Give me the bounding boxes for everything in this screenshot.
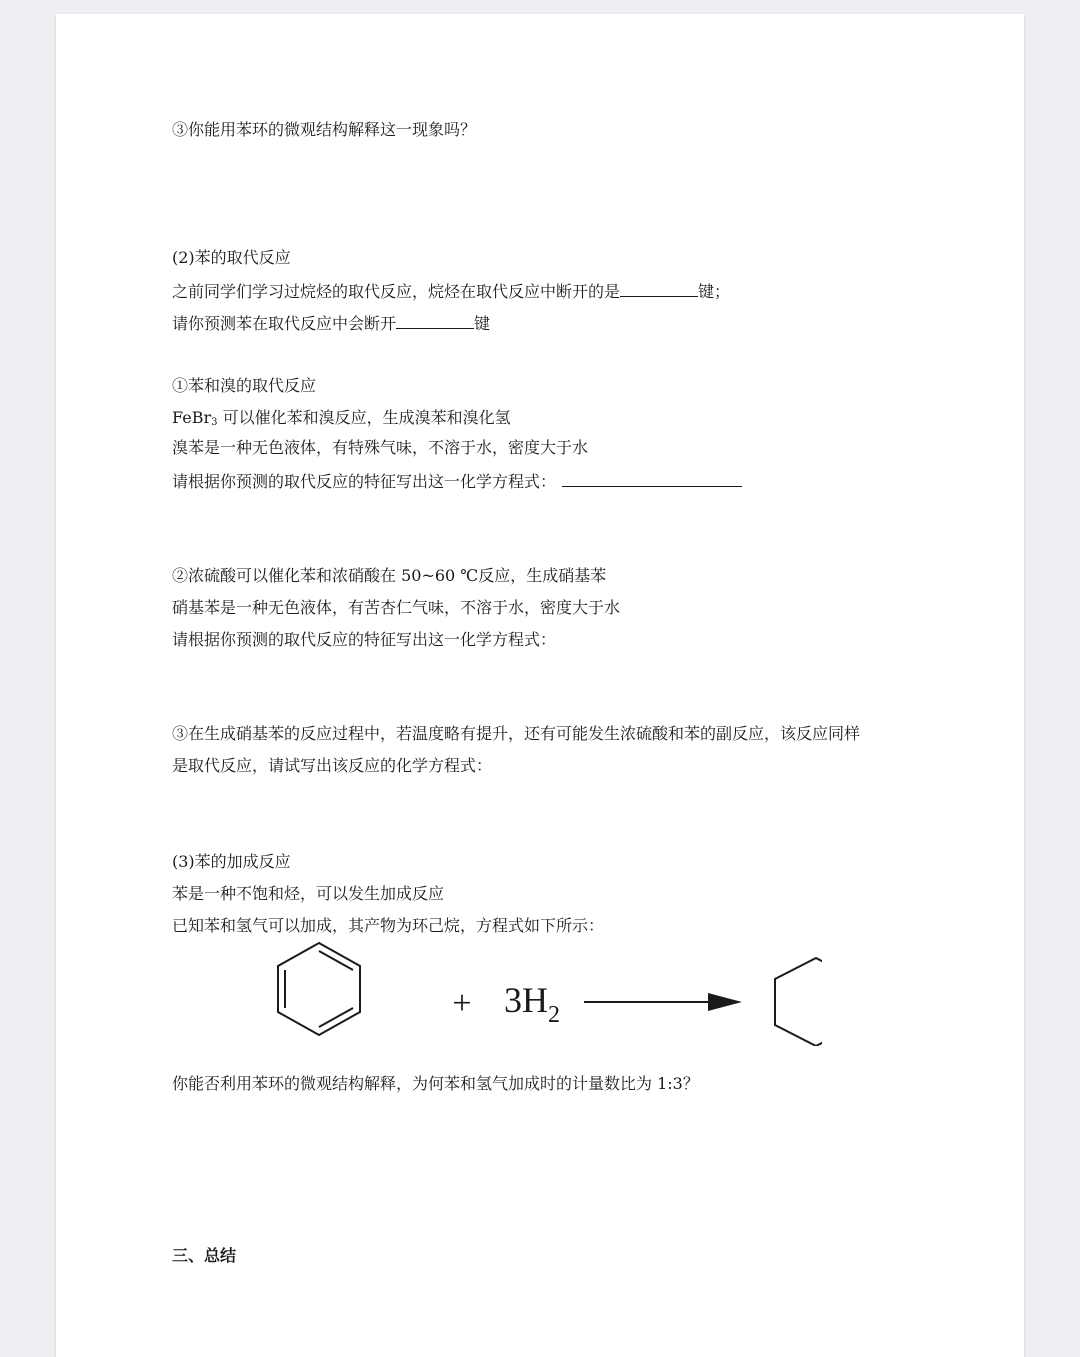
prompt-text: 请根据你预测的取代反应的特征写出这一化学方程式： — [172, 472, 557, 491]
answer-blank[interactable] — [620, 280, 698, 297]
section-substitution-heading: (2)苯的取代反应 — [172, 248, 291, 267]
worksheet-page — [56, 14, 1024, 1357]
addition-intro: 苯是一种不饱和烃，可以发生加成反应 — [172, 884, 445, 903]
catalyst-description: 可以催化苯和溴反应，生成溴苯和溴化氢 — [222, 408, 511, 427]
hydrogenation-equation — [262, 936, 822, 1046]
section-addition-heading: (3)苯的加成反应 — [172, 852, 291, 871]
nitration-equation-prompt: 请根据你预测的取代反应的特征写出这一化学方程式： — [172, 630, 557, 649]
bromobenzene-description: 溴苯是一种无色液体，有特殊气味，不溶于水，密度大于水 — [172, 438, 589, 457]
catalyst-line — [172, 408, 511, 433]
benzene-structure — [278, 943, 360, 1035]
side-reaction-line2: 是取代反应，请试写出该反应的化学方程式： — [172, 756, 493, 775]
catalyst-formula: FeBr$_3$ — [172, 408, 218, 428]
stoichiometry-question: 你能否利用苯环的微观结构解释，为何苯和氢气加成时的计量数比为 1:3？ — [172, 1074, 699, 1093]
bromine-substitution-title: ①苯和溴的取代反应 — [172, 376, 317, 395]
nitrobenzene-description: 硝基苯是一种无色液体，有苦杏仁气味，不溶于水，密度大于水 — [172, 598, 621, 617]
cyclohexane-structure — [775, 958, 822, 1046]
bromine-equation-prompt — [172, 470, 742, 492]
plus-sign: + — [452, 985, 472, 1022]
question-benzene-structure: ③你能用苯环的微观结构解释这一现象吗？ — [172, 120, 477, 139]
benzene-bond-suffix: 键 — [474, 314, 491, 333]
answer-blank[interactable] — [562, 470, 742, 487]
side-reaction-line1: ③在生成硝基苯的反应过程中，若温度略有提升，还有可能发生浓硫酸和苯的副反应，该反应同样 — [172, 724, 861, 743]
hydrogen-reagent: $3H_2$ — [504, 980, 560, 1028]
nitration-title: ②浓硫酸可以催化苯和浓硝酸在 50~60 ℃反应，生成硝基苯 — [172, 566, 607, 585]
alkane-bond-text: 之前同学们学习过烷烃的取代反应，烷烃在取代反应中断开的是 — [172, 282, 621, 301]
answer-blank[interactable] — [396, 312, 474, 329]
reaction-arrow — [584, 993, 742, 1011]
benzene-bond-text: 请你预测苯在取代反应中会断开 — [172, 314, 397, 333]
benzene-bond-question — [172, 312, 490, 334]
addition-equation-intro: 已知苯和氢气可以加成，其产物为环己烷，方程式如下所示： — [172, 916, 605, 935]
alkane-bond-suffix: 键； — [698, 282, 731, 301]
summary-heading: 三、总结 — [172, 1246, 237, 1265]
alkane-bond-question — [172, 280, 730, 302]
